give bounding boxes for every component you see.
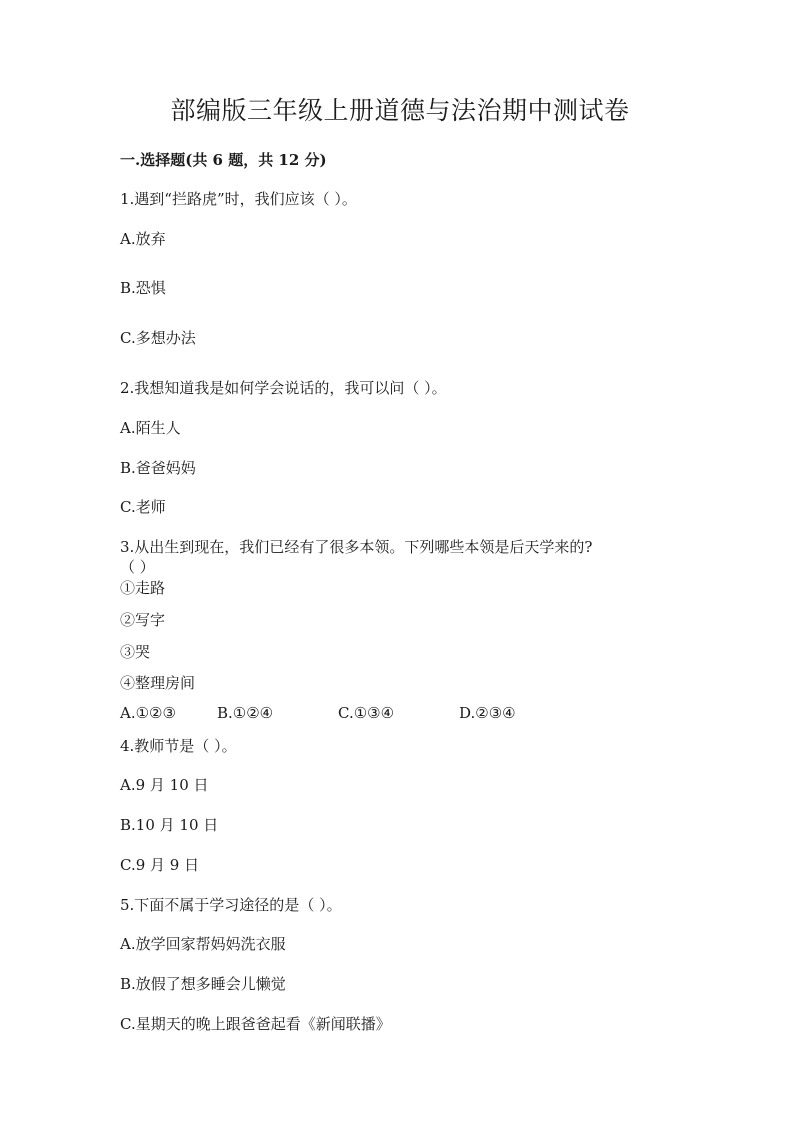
question-4-option-c: C.9 月 9 日 bbox=[120, 856, 200, 874]
section-heading: 一.选择题(共 6 题，共 12 分) bbox=[120, 151, 327, 169]
question-2-option-c: C.老师 bbox=[120, 498, 166, 516]
question-3-option-d: D.②③④ bbox=[459, 704, 516, 722]
question-5-option-c: C.星期天的晚上跟爸爸起看《新闻联播》 bbox=[120, 1015, 391, 1033]
question-4-stem: 4.教师节是（ ）。 bbox=[120, 737, 237, 755]
question-5-option-a: A.放学回家帮妈妈洗衣服 bbox=[120, 935, 286, 953]
question-4-option-b: B.10 月 10 日 bbox=[120, 816, 219, 834]
question-3-item-3: ③哭 bbox=[120, 643, 151, 661]
question-5-option-b: B.放假了想多睡会儿懒觉 bbox=[120, 975, 286, 993]
question-3-stem: 3.从出生到现在，我们已经有了很多本领。下列哪些本领是后天学来的? bbox=[120, 538, 593, 556]
question-1-option-c: C.多想办法 bbox=[120, 329, 196, 347]
question-2-option-b: B.爸爸妈妈 bbox=[120, 459, 196, 477]
page-title: 部编版三年级上册道德与法治期中测试卷 bbox=[170, 96, 630, 125]
question-1-option-b: B.恐惧 bbox=[120, 279, 166, 297]
question-5-stem: 5.下面不属于学习途径的是（ ）。 bbox=[120, 896, 342, 914]
question-3-stem-continued: （ ） bbox=[120, 558, 155, 576]
question-3-item-4: ④整理房间 bbox=[120, 674, 196, 692]
question-3-item-1: ①走路 bbox=[120, 579, 166, 597]
question-3-item-2: ②写字 bbox=[120, 611, 166, 629]
question-2-option-a: A.陌生人 bbox=[120, 419, 181, 437]
question-1-stem: 1.遇到“拦路虎”时，我们应该（ ）。 bbox=[120, 190, 357, 208]
question-4-option-a: A.9 月 10 日 bbox=[120, 776, 209, 794]
question-2-stem: 2.我想知道我是如何学会说话的，我可以问（ ）。 bbox=[120, 379, 447, 397]
question-3-option-c: C.①③④ bbox=[338, 704, 395, 722]
question-3-option-a: A.①②③ bbox=[120, 704, 176, 722]
question-1-option-a: A.放弃 bbox=[120, 230, 166, 248]
question-3-option-b: B.①②④ bbox=[217, 704, 274, 722]
